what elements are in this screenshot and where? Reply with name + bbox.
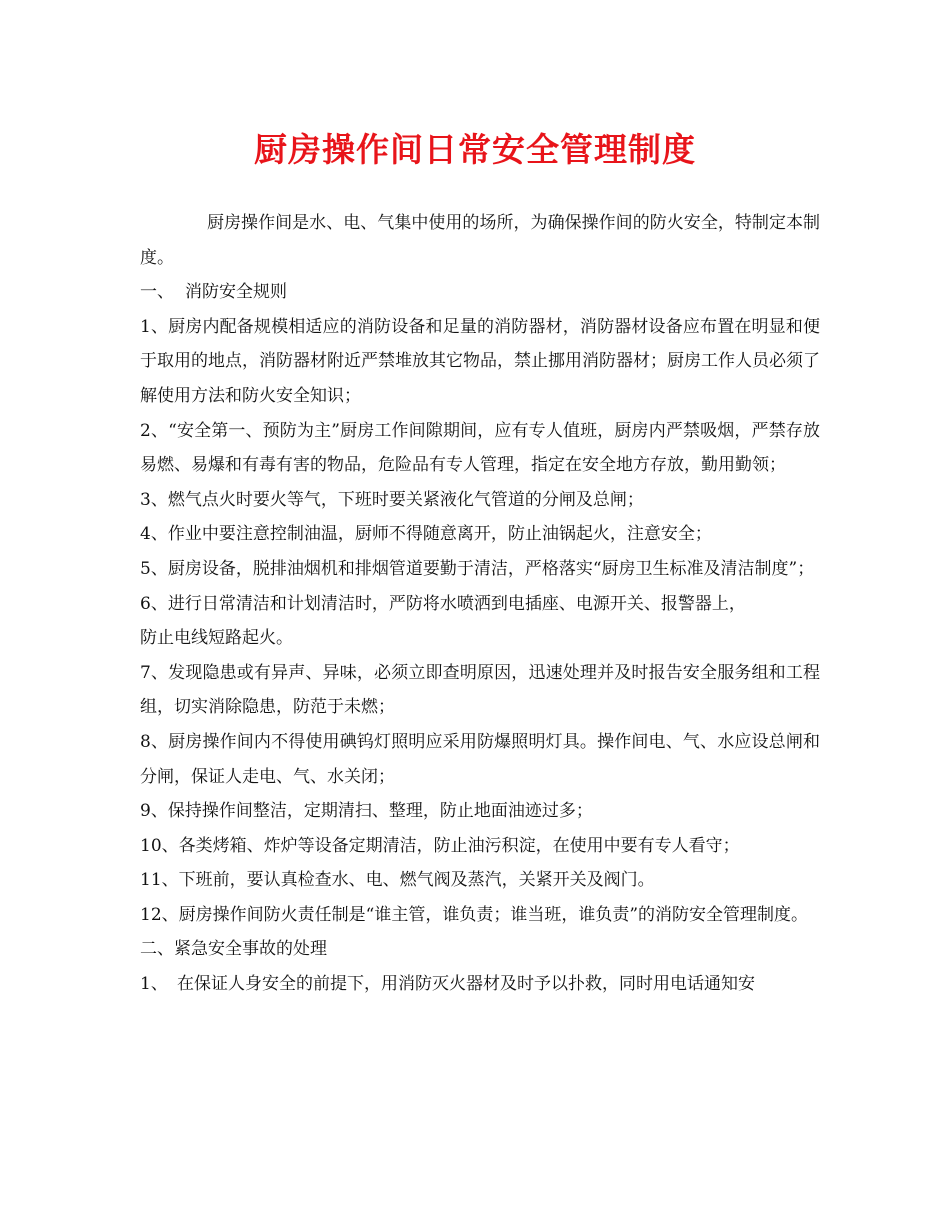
section-1-title: 消防安全规则	[185, 282, 287, 303]
intro-paragraph: 厨房操作间是水、电、气集中使用的场所，为确保操作间的防火安全，特制定本制度。	[140, 213, 820, 268]
rule-item-6: 6、进行日常清洁和计划清洁时，严防将水喷洒到电插座、电源开关、报警器上，	[140, 593, 746, 614]
rule-item-12: 12、厨房操作间防火责任制是“谁主管，谁负责；谁当班，谁负责”的消防安全管理制度。	[140, 904, 809, 925]
section-1-heading	[140, 275, 820, 310]
rule-item-2: 2、“安全第一、预防为主”厨房工作间隙期间，应有专人值班，厨房内严禁吸烟，严禁存放易燃、易爆和有毒有害的物品，危险品有专人管理，指定在安全地方存放，勤用勤领；	[140, 420, 820, 476]
section-1-number: 一、	[140, 282, 174, 303]
rule-item-7: 7、发现隐患或有异声、异味，必须立即查明原因，迅速处理并及时报告安全服务组和工程组，切实消除隐患，防范于未燃；	[140, 662, 820, 718]
emergency-item-1-text: 在保证人身安全的前提下，用消防灭火器材及时予以扑救，同时用电话通知安	[177, 974, 755, 995]
rule-item-9: 9、保持操作间整洁，定期清扫、整理，防止地面油迹过多；	[140, 801, 593, 822]
section-2-heading: 二、紧急安全事故的处理	[140, 939, 327, 960]
document-title: 厨房操作间日常安全管理制度	[254, 130, 696, 169]
rule-item-6-continued: 防止电线短路起火。	[140, 628, 293, 649]
rule-item-4: 4、作业中要注意控制油温，厨师不得随意离开，防止油锅起火，注意安全；	[140, 524, 712, 545]
rule-item-11: 11、下班前，要认真检查水、电、燃气阀及蒸汽，关紧开关及阀门。	[140, 870, 655, 891]
emergency-item-1	[140, 967, 820, 1002]
rule-item-5: 5、厨房设备，脱排油烟机和排烟管道要勤于清洁，严格落实“厨房卫生标准及清洁制度”；	[140, 558, 815, 579]
rule-item-1: 1、厨房内配备规模相适应的消防设备和足量的消防器材，消防器材设备应布置在明显和便于取用的地点，消防器材附近严禁堆放其它物品，禁止挪用消防器材；厨房工作人员必须了解使用方法和防火安全知识；	[140, 316, 820, 406]
emergency-item-1-number: 1、	[140, 974, 168, 995]
rule-item-10: 10、各类烤箱、炸炉等设备定期清洁，防止油污积淀，在使用中要有专人看守；	[140, 835, 740, 856]
rule-item-8: 8、厨房操作间内不得使用碘钨灯照明应采用防爆照明灯具。操作间电、气、水应设总闸和分闸，保证人走电、气、水关闭；	[140, 731, 820, 787]
document-body	[140, 206, 820, 1002]
rule-item-3: 3、燃气点火时要火等气，下班时要关紧液化气管道的分闸及总闸；	[140, 489, 644, 510]
